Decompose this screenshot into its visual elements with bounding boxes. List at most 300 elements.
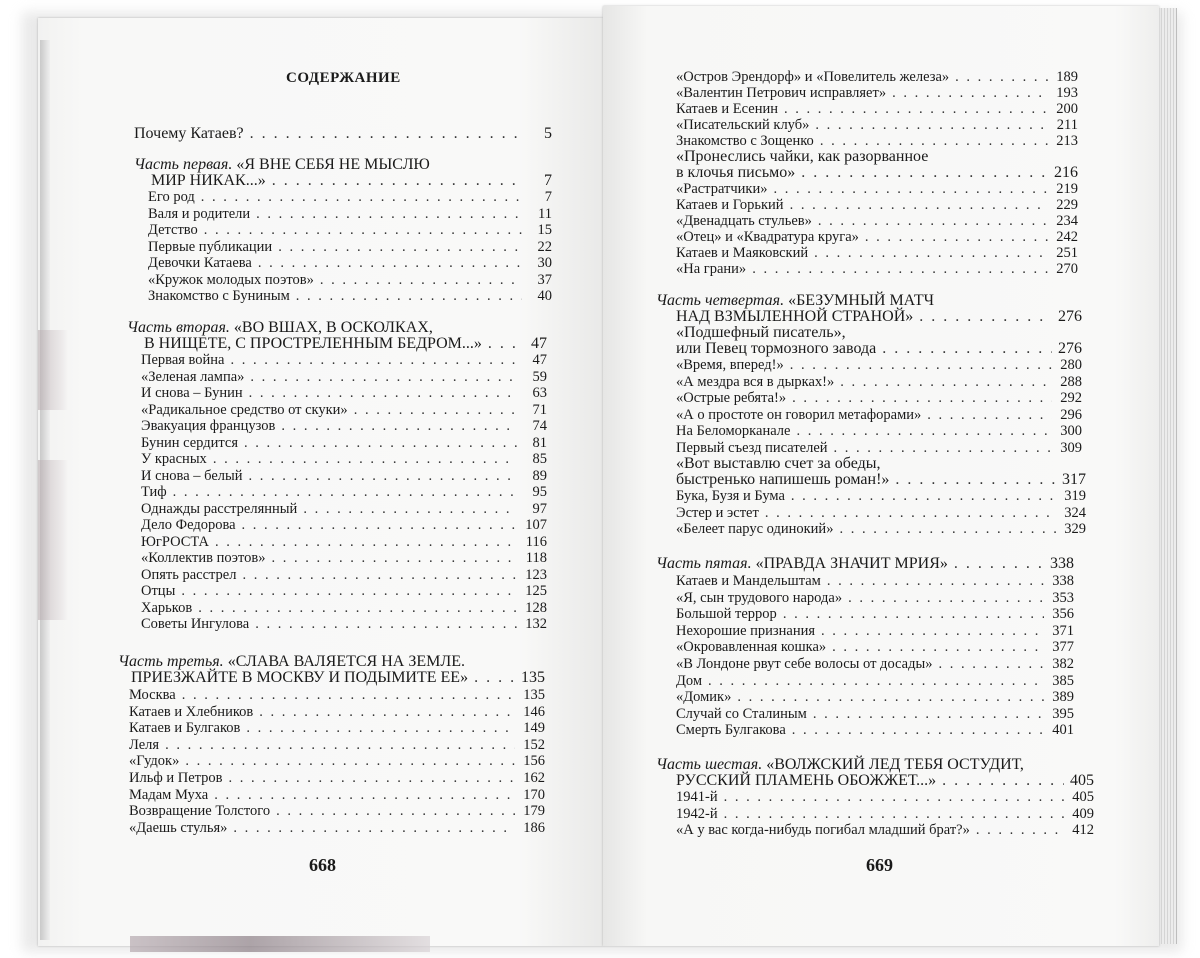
part-title-continued: ПРИЕЗЖАЙТЕ В МОСКВУ И ПОДЫМИТЕ ЕЕ»	[131, 669, 469, 686]
toc-entry-page: 74	[532, 418, 547, 434]
toc-entry-page: 329	[1064, 521, 1086, 537]
toc-leader-dots	[790, 197, 1048, 213]
toc-entry-page: 7	[544, 172, 552, 189]
toc-entry-page: 276	[1058, 308, 1082, 325]
toc-entry-title: Катаев и Есенин	[676, 101, 778, 117]
toc-entry	[141, 369, 547, 385]
toc-entry-wrapped: «Вот выставлю счет за обеды,	[676, 455, 881, 472]
toc-entry-title: «На грани»	[676, 261, 747, 277]
toc-leader-dots	[198, 600, 517, 616]
toc-leader-dots	[821, 623, 1044, 639]
toc-entry-title: Советы Ингулова	[141, 616, 250, 632]
toc-entry-page: 242	[1056, 229, 1078, 245]
toc-leader-dots	[814, 245, 1048, 261]
toc-entry	[141, 616, 547, 632]
toc-leader-dots	[813, 706, 1044, 722]
toc-entry-title: Эвакуация французов	[141, 418, 276, 434]
toc-leader-dots	[488, 336, 517, 352]
toc-entry-page: 409	[1072, 805, 1094, 822]
toc-leader-dots	[792, 722, 1044, 738]
toc-leader-dots	[255, 616, 517, 632]
toc-leader-dots	[927, 407, 1052, 423]
toc-entry-page: 385	[1052, 672, 1074, 689]
toc-entry-page: 156	[523, 753, 545, 770]
toc-leader-dots	[278, 239, 522, 255]
part-title: «СЛАВА ВАЛЯЕТСЯ НА ЗЕМЛЕ.	[227, 653, 465, 670]
toc-entry-title: Первый съезд писателей	[676, 439, 828, 456]
toc-leader-dots	[276, 803, 515, 819]
toc-leader-dots	[840, 374, 1052, 390]
part-heading	[656, 556, 1074, 572]
toc-entry	[141, 451, 547, 467]
toc-entry	[676, 407, 1082, 423]
toc-entry-page: 353	[1052, 589, 1074, 606]
toc-leader-dots	[818, 213, 1048, 229]
toc-entry-title: «Кружок молодых поэтов»	[148, 271, 314, 288]
toc-entry-page: 338	[1050, 555, 1074, 572]
toc-entry-page: 135	[521, 669, 545, 686]
toc-entry	[129, 737, 545, 753]
toc-entry	[148, 255, 552, 271]
part-title: «Я ВНЕ СЕБЯ НЕ МЫСЛЮ	[236, 156, 430, 173]
toc-entry-title: Бука, Бузя и Бума	[676, 488, 785, 504]
toc-entry	[676, 606, 1074, 622]
toc-leader-dots	[213, 451, 517, 467]
toc-leader-dots	[249, 385, 517, 401]
toc-entry	[141, 352, 547, 368]
toc-leader-dots	[954, 556, 1044, 572]
toc-entry	[148, 222, 552, 238]
toc-entry-title: Эстер и эстет	[676, 504, 759, 521]
toc-leader-dots	[231, 352, 518, 368]
toc-entry-title: «Остров Эрендорф» и «Повелитель железа»	[676, 69, 950, 85]
toc-leader-dots	[938, 656, 1044, 672]
toc-entry-title: Дело Федорова	[141, 517, 236, 533]
toc-leader-dots	[354, 402, 517, 418]
toc-entry-page: 300	[1060, 423, 1082, 439]
toc-entry-title: Катаев и Горький	[676, 197, 784, 213]
toc-leader-dots	[796, 423, 1052, 439]
toc-entry	[141, 600, 547, 616]
toc-entry-title: или Певец тормозного завода	[676, 340, 877, 357]
toc-entry-page: 30	[537, 255, 552, 271]
page-title: СОДЕРЖАНИЕ	[286, 70, 401, 86]
toc-entry	[129, 704, 545, 720]
toc-entry-page: 85	[532, 451, 547, 467]
part-label: Часть четвертая.	[656, 292, 785, 309]
toc-leader-dots	[848, 590, 1044, 606]
toc-leader-dots	[832, 639, 1044, 655]
toc-entry-title: Детство	[148, 222, 198, 238]
toc-entry-page: 95	[532, 484, 547, 500]
toc-entry-page: 389	[1052, 689, 1074, 706]
toc-entry-page: 377	[1052, 639, 1074, 656]
show-through	[38, 330, 68, 410]
show-through	[38, 460, 68, 620]
toc-leader-dots	[296, 288, 522, 304]
toc-leader-dots	[214, 787, 515, 803]
page-number: 669	[866, 855, 893, 875]
toc-entry	[141, 517, 547, 533]
toc-entry	[676, 773, 1094, 789]
toc-leader-dots	[281, 418, 517, 434]
toc-entry-page: 401	[1052, 722, 1074, 739]
toc-entry	[141, 550, 547, 566]
toc-entry-title: Первые публикации	[148, 238, 273, 255]
toc-entry-title: Отцы	[141, 583, 176, 599]
toc-entry	[676, 806, 1094, 822]
part-title-continued: В НИЩЕТЕ, С ПРОСТРЕЛЕННЫМ БЕДРОМ...»	[144, 335, 482, 352]
toc-entry-title: Катаев и Маяковский	[676, 245, 809, 261]
toc-entry-title: На Беломорканале	[676, 423, 791, 439]
toc-leader-dots	[272, 173, 522, 189]
toc-leader-dots	[839, 521, 1056, 537]
page-number: 668	[309, 855, 336, 875]
toc-leader-dots	[784, 101, 1048, 117]
toc-leader-dots	[773, 181, 1048, 197]
toc-entry-page: 309	[1060, 439, 1082, 456]
part-heading	[134, 157, 430, 173]
toc-entry-title: «А мездра вся в дырках!»	[676, 373, 835, 390]
toc-entry	[141, 484, 547, 500]
toc-entry	[129, 820, 545, 836]
part-label: Часть вторая.	[127, 319, 230, 336]
toc-entry	[141, 385, 547, 401]
toc-entry-wrapped: «Подшефный писатель»,	[676, 324, 846, 341]
toc-entry-page: 251	[1056, 245, 1078, 261]
toc-entry-page: 59	[532, 368, 547, 385]
toc-entry	[676, 133, 1078, 149]
toc-entry-page: 280	[1060, 357, 1082, 373]
toc-entry-title: У красных	[141, 451, 207, 467]
toc-entry-page: 118	[525, 550, 547, 566]
toc-entry-page: 234	[1056, 213, 1078, 229]
part-label: Часть пятая.	[656, 555, 752, 572]
toc-leader-dots	[215, 534, 517, 550]
toc-entry	[676, 165, 1078, 181]
toc-entry	[676, 505, 1086, 521]
toc-entry-title: Девочки Катаева	[148, 255, 252, 271]
part-heading	[118, 654, 465, 670]
toc-entry-page: 97	[532, 500, 547, 517]
toc-entry-title: И снова – белый	[141, 467, 243, 484]
toc-entry-page: 319	[1064, 488, 1086, 504]
toc-entry	[141, 583, 547, 599]
part-label: Часть третья.	[118, 653, 224, 670]
toc-entry	[676, 390, 1082, 406]
toc-entry-title: быстренько напишешь роман!»	[676, 471, 890, 488]
toc-entry	[148, 288, 552, 304]
toc-leader-dots	[708, 673, 1044, 689]
toc-leader-dots	[165, 737, 515, 753]
toc-entry-page: 47	[532, 352, 547, 368]
toc-entry-title: «Домик»	[676, 689, 732, 706]
toc-entry-page: 324	[1064, 504, 1086, 521]
toc-entry	[676, 117, 1078, 133]
toc-entry	[676, 472, 1086, 488]
toc-entry-page: 128	[525, 599, 547, 616]
part-heading	[127, 320, 433, 336]
toc-entry	[676, 573, 1074, 589]
toc-entry-page: 189	[1056, 69, 1078, 85]
toc-entry-title: Катаев и Хлебников	[129, 703, 254, 720]
toc-entry-title: «В Лондоне рвут себе волосы от досады»	[676, 656, 933, 672]
toc-entry-title: «А о простоте он говорил метафорами»	[676, 406, 922, 423]
toc-entry	[129, 787, 545, 803]
toc-leader-dots	[244, 435, 517, 451]
cover-edge	[130, 936, 430, 952]
toc-entry-title: «Острые ребята!»	[676, 390, 787, 406]
toc-entry-title: Знакомство с Буниным	[148, 288, 290, 304]
toc-leader-dots	[233, 820, 515, 836]
toc-entry-title: Знакомство с Зощенко	[676, 133, 814, 149]
toc-entry	[676, 374, 1082, 390]
toc-entry-page: 216	[1054, 164, 1078, 181]
toc-entry-page: 193	[1056, 85, 1078, 101]
toc-leader-dots	[892, 85, 1048, 101]
toc-entry	[676, 656, 1074, 672]
toc-entry-page: 71	[532, 401, 547, 418]
toc-entry-title: Нехорошие признания	[676, 622, 816, 639]
toc-entry-title: «Коллектив поэтов»	[141, 550, 266, 566]
toc-entry-title: ЮгРОСТА	[141, 533, 210, 550]
toc-entry-title: «Двенадцать стульев»	[676, 213, 812, 229]
toc-entry-page: 405	[1070, 772, 1094, 789]
toc-entry-title: «Окровавленная кошка»	[676, 639, 827, 656]
toc-entry-page: 7	[544, 189, 552, 205]
toc-entry-title: 1941-й	[676, 789, 718, 805]
toc-entry-page: 15	[537, 222, 552, 238]
toc-entry	[676, 789, 1094, 805]
toc-entry-title: «Валентин Петрович исправляет»	[676, 85, 887, 101]
toc-entry	[676, 822, 1094, 838]
part-title: «ВО ВШАХ, В ОСКОЛКАХ,	[233, 319, 433, 336]
toc-entry	[676, 590, 1074, 606]
toc-entry-title: Почему Катаев?	[134, 125, 244, 142]
toc-entry-page: 200	[1056, 101, 1078, 117]
toc-entry-title: Ильф и Петров	[129, 770, 223, 786]
toc-leader-dots	[834, 440, 1052, 456]
toc-entry-page: 146	[523, 703, 545, 720]
toc-entry	[676, 440, 1082, 456]
toc-entry-title: «А у вас когда-нибудь погибал младший брат?»	[676, 822, 970, 838]
part-heading	[656, 757, 1024, 773]
toc-entry-page: 276	[1058, 340, 1082, 357]
toc-leader-dots	[820, 133, 1048, 149]
toc-entry-title: Опять расстрел	[141, 566, 237, 583]
toc-entry-page: 40	[537, 288, 552, 304]
toc-entry-title: «Растратчики»	[676, 181, 768, 197]
toc-entry-title: «Я, сын трудового народа»	[676, 589, 843, 606]
toc-leader-dots	[865, 229, 1048, 245]
toc-leader-dots	[955, 69, 1048, 85]
toc-entry-page: 11	[538, 205, 552, 222]
toc-entry-page: 162	[523, 770, 545, 786]
toc-entry-page: 149	[523, 720, 545, 737]
toc-entry	[676, 341, 1082, 357]
toc-entry-page: 125	[525, 583, 547, 599]
toc-entry-page: 405	[1072, 789, 1094, 805]
part-title: «БЕЗУМНЫЙ МАТЧ	[788, 292, 934, 309]
toc-entry-page: 395	[1052, 705, 1074, 722]
toc-leader-dots	[258, 255, 522, 271]
toc-leader-dots	[895, 472, 1056, 488]
toc-leader-dots	[752, 261, 1048, 277]
toc-entry	[141, 534, 547, 550]
toc-leader-dots	[919, 309, 1052, 325]
toc-entry	[676, 673, 1074, 689]
toc-leader-dots	[185, 753, 515, 769]
toc-leader-dots	[204, 222, 522, 238]
toc-entry-title: Возвращение Толстого	[129, 803, 271, 820]
toc-entry	[141, 567, 547, 583]
toc-entry-page: 317	[1062, 471, 1086, 488]
toc-entry-page: 81	[532, 434, 547, 451]
toc-entry-title: Его род	[148, 189, 195, 205]
part-title-continued: МИР НИКАК...»	[151, 172, 266, 189]
toc-leader-dots	[791, 488, 1056, 504]
toc-entry-page: 89	[532, 467, 547, 484]
toc-entry-title: Смерть Булгакова	[676, 722, 786, 739]
toc-entry	[129, 720, 545, 736]
toc-leader-dots	[783, 606, 1044, 622]
toc-leader-dots	[790, 357, 1052, 373]
toc-leader-dots	[181, 583, 517, 599]
toc-leader-dots	[815, 117, 1048, 133]
toc-leader-dots	[173, 484, 517, 500]
toc-entry	[676, 488, 1086, 504]
toc-entry	[676, 722, 1074, 738]
toc-entry-title: «Даешь стулья»	[129, 819, 228, 836]
toc-entry	[676, 706, 1074, 722]
toc-entry-page: 123	[525, 566, 547, 583]
toc-entry-title: Мадам Муха	[129, 786, 209, 803]
toc-entry-title: «Гудок»	[129, 753, 180, 770]
toc-entry-page: 219	[1056, 181, 1078, 197]
toc-leader-dots	[246, 720, 515, 736]
toc-leader-dots	[474, 670, 515, 686]
toc-leader-dots	[320, 272, 522, 288]
toc-entry-page: 338	[1052, 573, 1074, 589]
toc-entry	[141, 435, 547, 451]
toc-entry	[129, 753, 545, 769]
part-label: Часть шестая.	[656, 756, 763, 773]
toc-entry-page: 152	[523, 736, 545, 753]
toc-entry-title: «Белеет парус одинокий»	[676, 521, 834, 537]
toc-entry	[129, 803, 545, 819]
toc-entry-page: 132	[525, 616, 547, 632]
toc-entry	[676, 521, 1086, 537]
toc-entry-title: Тиф	[141, 484, 167, 500]
toc-leader-dots	[272, 550, 518, 566]
toc-leader-dots	[229, 770, 516, 786]
toc-leader-dots	[256, 206, 522, 222]
toc-entry	[676, 245, 1078, 261]
toc-leader-dots	[792, 390, 1052, 406]
toc-entry	[131, 670, 545, 686]
toc-entry-page: 47	[531, 335, 547, 352]
toc-entry-title: Москва	[129, 687, 176, 703]
toc-entry	[151, 173, 552, 189]
toc-entry-page: 211	[1056, 117, 1078, 133]
toc-entry-title: Большой террор	[676, 606, 777, 623]
part-title: «ВОЛЖСКИЙ ЛЕД ТЕБЯ ОСТУДИТ,	[766, 756, 1024, 773]
toc-entry-page: 229	[1056, 197, 1078, 213]
toc-leader-dots	[242, 517, 517, 533]
part-title-continued: НАД ВЗМЫЛЕННОЙ СТРАНОЙ»	[676, 308, 914, 325]
toc-leader-dots	[942, 773, 1064, 789]
toc-entry-title: Однажды расстрелянный	[141, 500, 298, 517]
part-title-continued: РУССКИЙ ПЛАМЕНЬ ОБОЖЖЕТ...»	[676, 772, 937, 789]
toc-leader-dots	[242, 567, 517, 583]
toc-entry-title: Харьков	[141, 599, 193, 616]
toc-entry-title: И снова – Бунин	[141, 385, 243, 401]
toc-entry	[148, 272, 552, 288]
toc-entry	[676, 623, 1074, 639]
toc-leader-dots	[249, 468, 518, 484]
toc-entry	[148, 189, 552, 205]
toc-entry	[676, 229, 1078, 245]
toc-leader-dots	[201, 189, 522, 205]
toc-entry	[148, 206, 552, 222]
part-title: «ПРАВДА ЗНАЧИТ МРИЯ»	[755, 555, 948, 572]
toc-entry	[676, 197, 1078, 213]
toc-leader-dots	[250, 369, 517, 385]
toc-entry-page: 170	[523, 786, 545, 803]
toc-entry-title: в клочья письмо»	[676, 164, 796, 181]
toc-entry	[134, 126, 552, 142]
toc-leader-dots	[250, 126, 522, 142]
toc-entry	[141, 402, 547, 418]
toc-leader-dots	[724, 806, 1064, 822]
toc-entry	[676, 423, 1082, 439]
toc-entry-page: 356	[1052, 606, 1074, 623]
toc-entry-page: 292	[1060, 390, 1082, 406]
toc-leader-dots	[976, 822, 1064, 838]
toc-entry-page: 371	[1052, 622, 1074, 639]
toc-entry	[676, 357, 1082, 373]
toc-entry-title: «Время, вперед!»	[676, 357, 784, 373]
toc-leader-dots	[765, 505, 1056, 521]
toc-entry-title: Первая война	[141, 352, 225, 368]
toc-entry	[144, 336, 547, 352]
toc-leader-dots	[303, 501, 517, 517]
toc-entry	[676, 213, 1078, 229]
toc-entry-page: 186	[523, 819, 545, 836]
toc-leader-dots	[259, 704, 515, 720]
toc-entry-page: 37	[537, 271, 552, 288]
toc-entry-page: 288	[1060, 373, 1082, 390]
toc-leader-dots	[882, 341, 1052, 357]
toc-entry-title: Бунин сердится	[141, 434, 238, 451]
part-label: Часть первая.	[134, 156, 233, 173]
toc-entry	[676, 309, 1082, 325]
toc-entry	[148, 239, 552, 255]
part-heading	[656, 293, 934, 309]
toc-entry-page: 63	[532, 385, 547, 401]
toc-entry	[676, 69, 1078, 85]
toc-entry-page: 107	[525, 517, 547, 533]
toc-entry	[676, 101, 1078, 117]
toc-entry-title: Катаев и Булгаков	[129, 720, 241, 737]
toc-entry-title: Валя и родители	[148, 205, 251, 222]
toc-entry-title: «Писательский клуб»	[676, 117, 810, 133]
toc-entry	[676, 85, 1078, 101]
toc-entry-page: 22	[537, 238, 552, 255]
toc-entry-page: 179	[523, 803, 545, 820]
toc-entry-page: 116	[525, 533, 547, 550]
toc-leader-dots	[801, 165, 1048, 181]
